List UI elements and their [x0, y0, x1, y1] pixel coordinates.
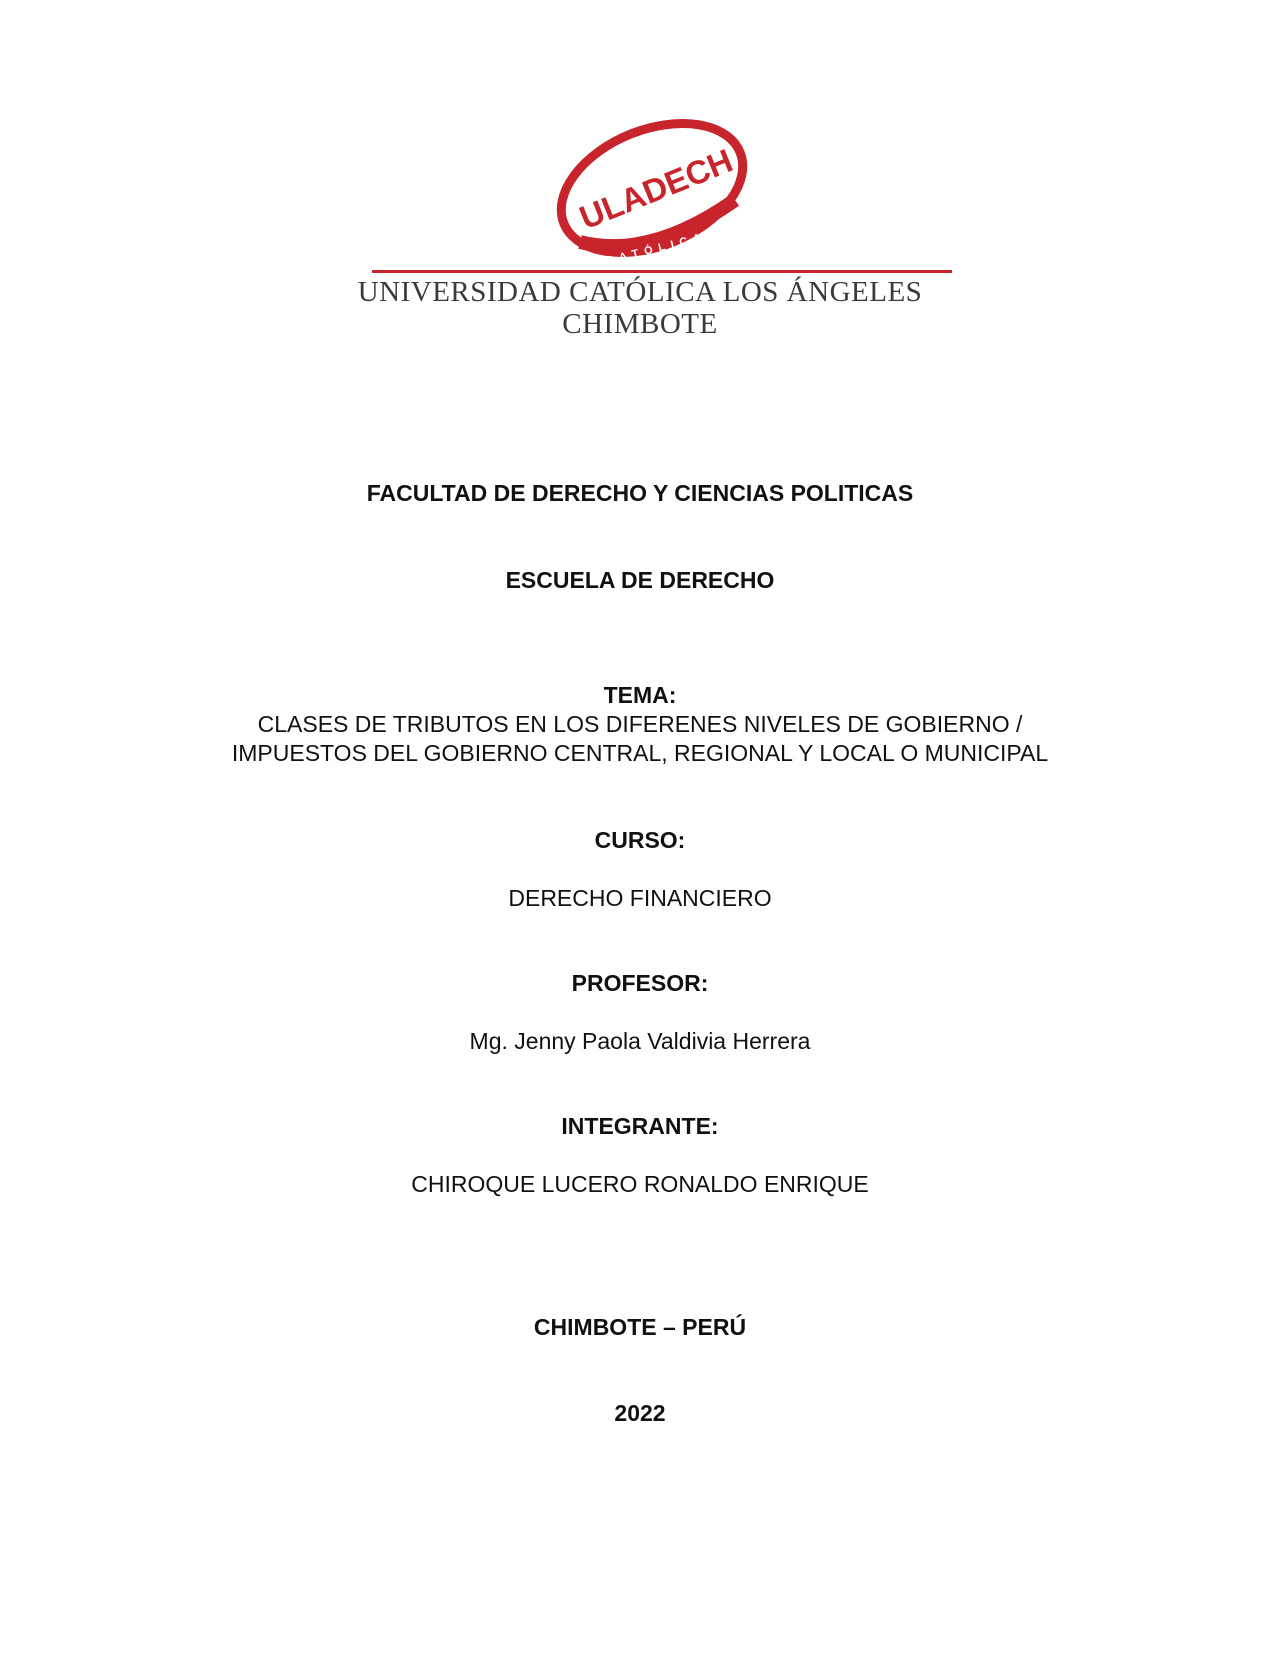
integrante-value: CHIROQUE LUCERO RONALDO ENRIQUE: [411, 1171, 869, 1197]
university-name-block: [0, 276, 1280, 340]
profesor-label: PROFESOR:: [571, 970, 709, 996]
integrante-label: INTEGRANTE:: [561, 1113, 719, 1139]
profesor-value: Mg. Jenny Paola Valdivia Herrera: [469, 1028, 811, 1054]
school-heading: ESCUELA DE DERECHO: [505, 567, 775, 593]
university-city: CHIMBOTE: [562, 308, 718, 340]
curso-value: DERECHO FINANCIERO: [508, 885, 772, 911]
tema-line-1: CLASES DE TRIBUTOS EN LOS DIFERENES NIVELES DE GOBIERNO /: [257, 711, 1023, 737]
logo-divider: [372, 270, 952, 273]
university-name: UNIVERSIDAD CATÓLICA LOS ÁNGELES: [357, 276, 923, 308]
university-logo: [540, 110, 770, 260]
place-line: CHIMBOTE – PERÚ: [533, 1314, 747, 1340]
logo-wordmark: ULADECH: [574, 141, 738, 237]
year-line: 2022: [614, 1400, 666, 1426]
uladech-seal: [540, 110, 770, 260]
logo-subword: CATÓLICA: [604, 230, 709, 260]
tema-label: TEMA:: [603, 682, 677, 708]
faculty-heading: FACULTAD DE DERECHO Y CIENCIAS POLITICAS: [366, 480, 914, 506]
curso-label: CURSO:: [594, 827, 686, 853]
tema-line-2: IMPUESTOS DEL GOBIERNO CENTRAL, REGIONAL Y LOCAL O MUNICIPAL: [231, 740, 1049, 766]
